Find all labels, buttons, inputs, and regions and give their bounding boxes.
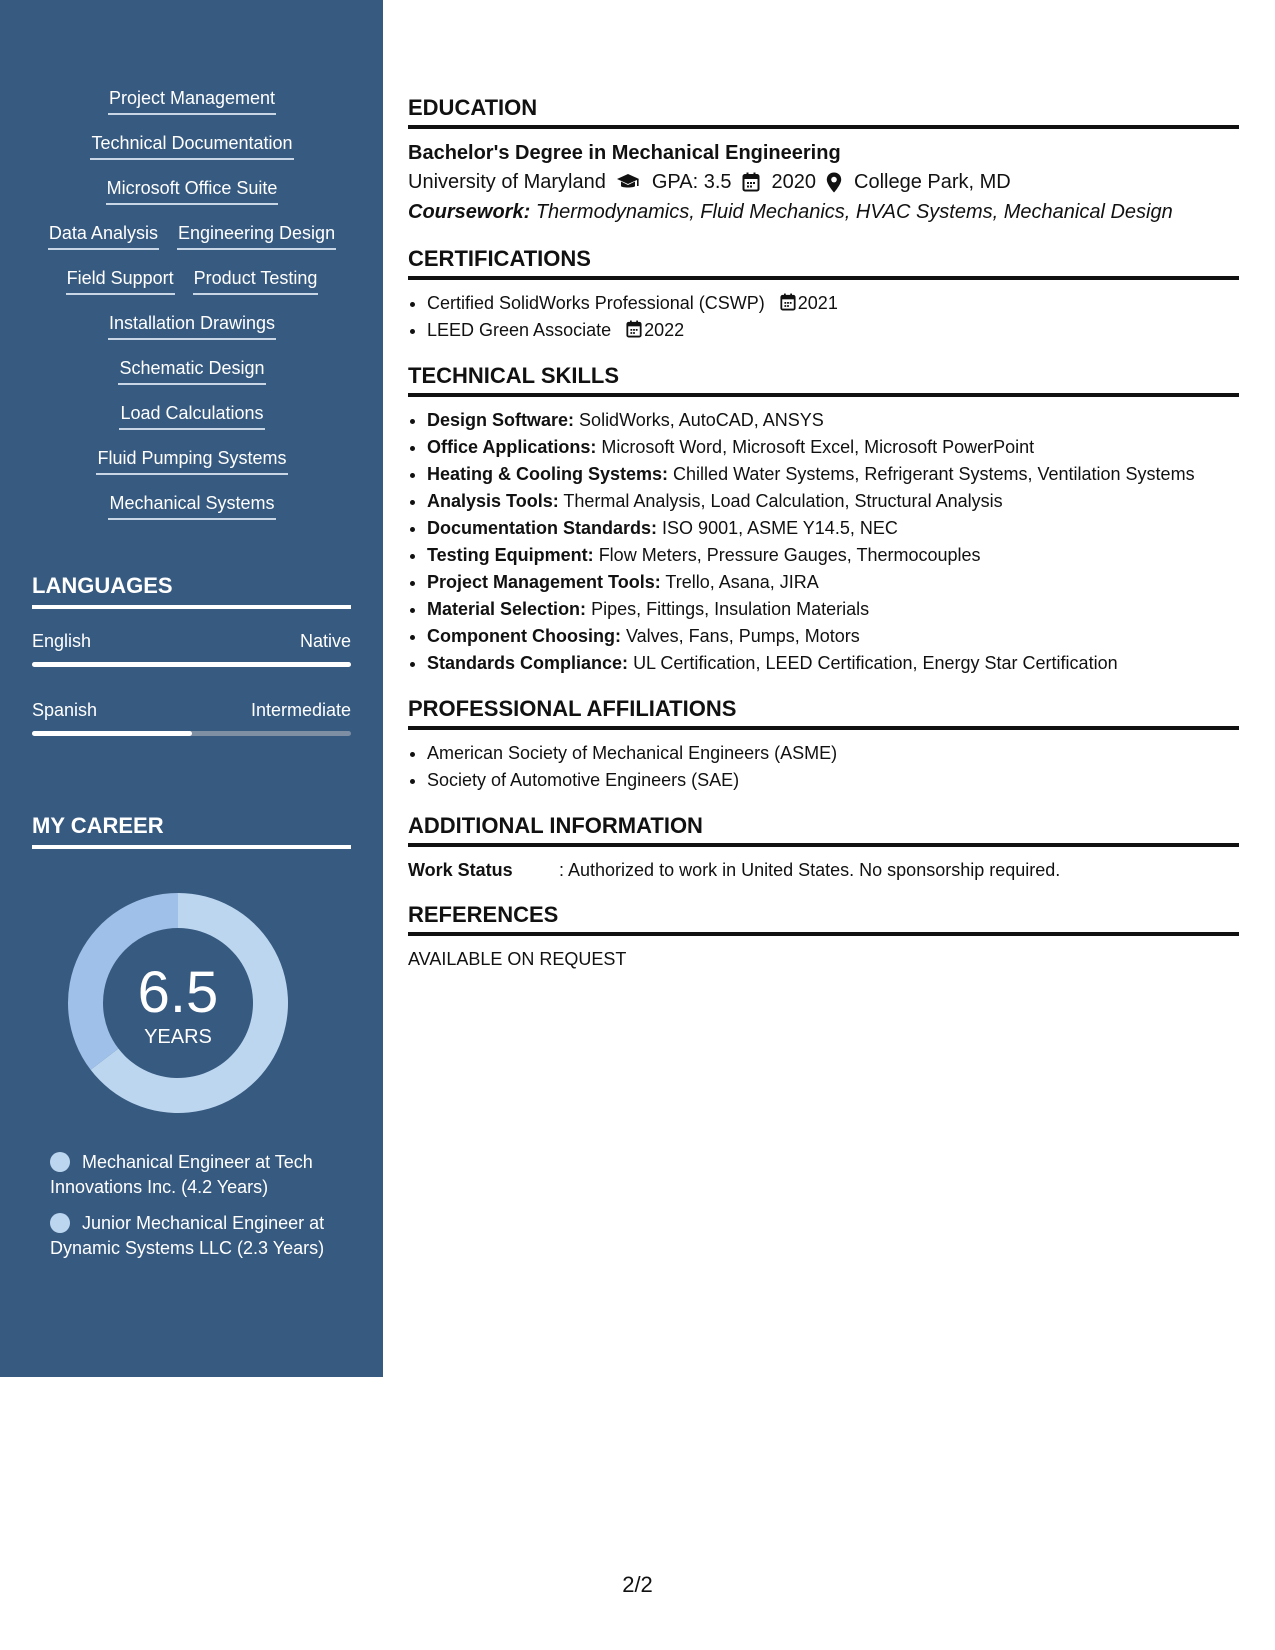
skill-tag: Schematic Design (118, 356, 265, 385)
career-donut-chart (65, 890, 291, 1116)
school-name: University of Maryland (408, 171, 606, 193)
career-item-text: Mechanical Engineer at Tech Innovations Inc. (4.2 Years) (50, 1152, 313, 1197)
skill-tag: Data Analysis (48, 221, 159, 250)
career-list (50, 1150, 340, 1272)
work-status-label: Work Status (408, 860, 513, 880)
references-section (408, 901, 1239, 972)
certifications-section (408, 245, 1239, 344)
affiliations-list (408, 740, 1239, 794)
skill-category: Heating & Cooling Systems: (427, 464, 669, 484)
skill-row (32, 401, 352, 446)
language-spanish (32, 699, 351, 736)
education-heading: EDUCATION (408, 94, 1239, 129)
languages-heading: LANGUAGES (32, 573, 351, 609)
skill-category: Project Management Tools: (427, 572, 661, 592)
skill-list-item (427, 569, 1239, 596)
certification-year: 2022 (644, 320, 685, 340)
technical-skills-section (408, 362, 1239, 677)
skill-values: Valves, Fans, Pumps, Motors (625, 626, 860, 646)
skill-row (32, 86, 352, 131)
skill-category: Testing Equipment: (427, 545, 594, 565)
language-name: Spanish (32, 700, 98, 720)
skill-tag: Technical Documentation (90, 131, 293, 160)
career-item-text: Junior Mechanical Engineer at Dynamic Systems LLC (2.3 Years) (50, 1213, 325, 1258)
certification-name: Certified SolidWorks Professional (CSWP) (427, 293, 765, 313)
skill-category: Design Software: (427, 410, 575, 430)
page-number: 2/2 (622, 1572, 653, 1597)
calendar-icon (780, 293, 796, 311)
gpa: GPA: 3.5 (651, 171, 732, 193)
skill-category: Office Applications: (427, 437, 597, 457)
language-proficiency-fill (32, 662, 351, 667)
skill-list-item (427, 650, 1239, 677)
technical-skills-heading: TECHNICAL SKILLS (408, 362, 1239, 397)
skill-row (32, 131, 352, 176)
skill-list-item (427, 488, 1239, 515)
skill-category: Analysis Tools: (427, 491, 559, 511)
skill-category: Component Choosing: (427, 626, 621, 646)
list-item (427, 290, 1239, 317)
skills-list (32, 86, 352, 536)
skill-list-item (427, 596, 1239, 623)
career-heading: MY CAREER (32, 813, 351, 849)
language-proficiency-fill (32, 731, 192, 736)
career-item (50, 1211, 340, 1261)
skill-category: Standards Compliance: (427, 653, 629, 673)
references-text: AVAILABLE ON REQUEST (408, 949, 627, 969)
education-section (408, 94, 1239, 227)
coursework (408, 197, 1239, 227)
skill-values: Chilled Water Systems, Refrigerant Systems, Ventilation Systems (673, 464, 1195, 484)
coursework-list: Thermodynamics, Fluid Mechanics, HVAC Systems, Mechanical Design (535, 201, 1173, 223)
affiliations-section (408, 695, 1239, 794)
skill-tag: Engineering Design (177, 221, 336, 250)
skill-row (32, 221, 352, 266)
additional-info-heading: ADDITIONAL INFORMATION (408, 812, 1239, 847)
degree-title: Bachelor's Degree in Mechanical Engineering (408, 142, 841, 164)
certifications-list (408, 290, 1239, 344)
sidebar (0, 0, 383, 1377)
legend-dot-icon (50, 1213, 70, 1233)
list-item: • American Society of Mechanical Engineers (ASME) (427, 740, 1239, 767)
certifications-heading: CERTIFICATIONS (408, 245, 1239, 280)
career-item (50, 1150, 340, 1200)
legend-dot-icon (50, 1152, 70, 1172)
calendar-icon (626, 320, 642, 338)
main-content (408, 94, 1239, 990)
list-item (427, 317, 1239, 344)
skill-row (32, 176, 352, 221)
skill-values: UL Certification, LEED Certification, Energy Star Certification (633, 653, 1118, 673)
skill-tag: Fluid Pumping Systems (96, 446, 287, 475)
skill-category: Material Selection: (427, 599, 587, 619)
language-level: Intermediate (250, 700, 351, 720)
skill-row (32, 266, 352, 311)
skill-row (32, 311, 352, 356)
skill-row (32, 446, 352, 491)
education-meta (408, 167, 1239, 197)
school-location: College Park, MD (854, 171, 1011, 193)
certification-name: LEED Green Associate (427, 320, 612, 340)
coursework-label: Coursework: (408, 201, 531, 223)
skill-list-item (427, 461, 1239, 488)
certification-year: 2021 (797, 293, 838, 313)
language-level: Native (299, 631, 351, 651)
skill-list-item (427, 434, 1239, 461)
affiliations-heading: PROFESSIONAL AFFILIATIONS (408, 695, 1239, 730)
list-item: • Society of Automotive Engineers (SAE) (427, 767, 1239, 794)
additional-info-section (408, 812, 1239, 883)
language-english (32, 630, 351, 667)
skill-values: Thermal Analysis, Load Calculation, Structural Analysis (563, 491, 1003, 511)
skill-values: Microsoft Word, Microsoft Excel, Microsoft PowerPoint (601, 437, 1035, 457)
career-total-years: 6.5 (137, 960, 219, 1025)
language-proficiency-bar (32, 662, 351, 667)
skill-list-item (427, 515, 1239, 542)
work-status-value: : Authorized to work in United States. No sponsorship required. (559, 860, 1061, 880)
skill-tag: Installation Drawings (108, 311, 276, 340)
work-status-row (408, 857, 1239, 883)
skill-values: Pipes, Fittings, Insulation Materials (591, 599, 870, 619)
references-heading: REFERENCES (408, 901, 1239, 936)
location-pin-icon (826, 172, 842, 193)
language-name: English (32, 631, 92, 651)
skill-row (32, 491, 352, 536)
skill-list-item (427, 542, 1239, 569)
skill-list-item (427, 623, 1239, 650)
skill-values: Trello, Asana, JIRA (665, 572, 819, 592)
language-proficiency-bar (32, 731, 351, 736)
skill-values: SolidWorks, AutoCAD, ANSYS (579, 410, 824, 430)
skill-tag: Microsoft Office Suite (106, 176, 279, 205)
skill-tag: Project Management (108, 86, 276, 115)
skill-tag: Load Calculations (119, 401, 264, 430)
graduation-cap-icon (616, 173, 640, 191)
calendar-icon (742, 172, 760, 192)
skill-tag: Product Testing (193, 266, 319, 295)
technical-skills-list (408, 407, 1239, 677)
career-years-label: YEARS (144, 1026, 212, 1048)
skill-category: Documentation Standards: (427, 518, 658, 538)
skill-tag: Field Support (66, 266, 175, 295)
skill-list-item (427, 407, 1239, 434)
skill-values: Flow Meters, Pressure Gauges, Thermocouples (598, 545, 981, 565)
skill-values: ISO 9001, ASME Y14.5, NEC (662, 518, 898, 538)
skill-row (32, 356, 352, 401)
skill-tag: Mechanical Systems (108, 491, 275, 520)
graduation-year: 2020 (771, 171, 817, 193)
